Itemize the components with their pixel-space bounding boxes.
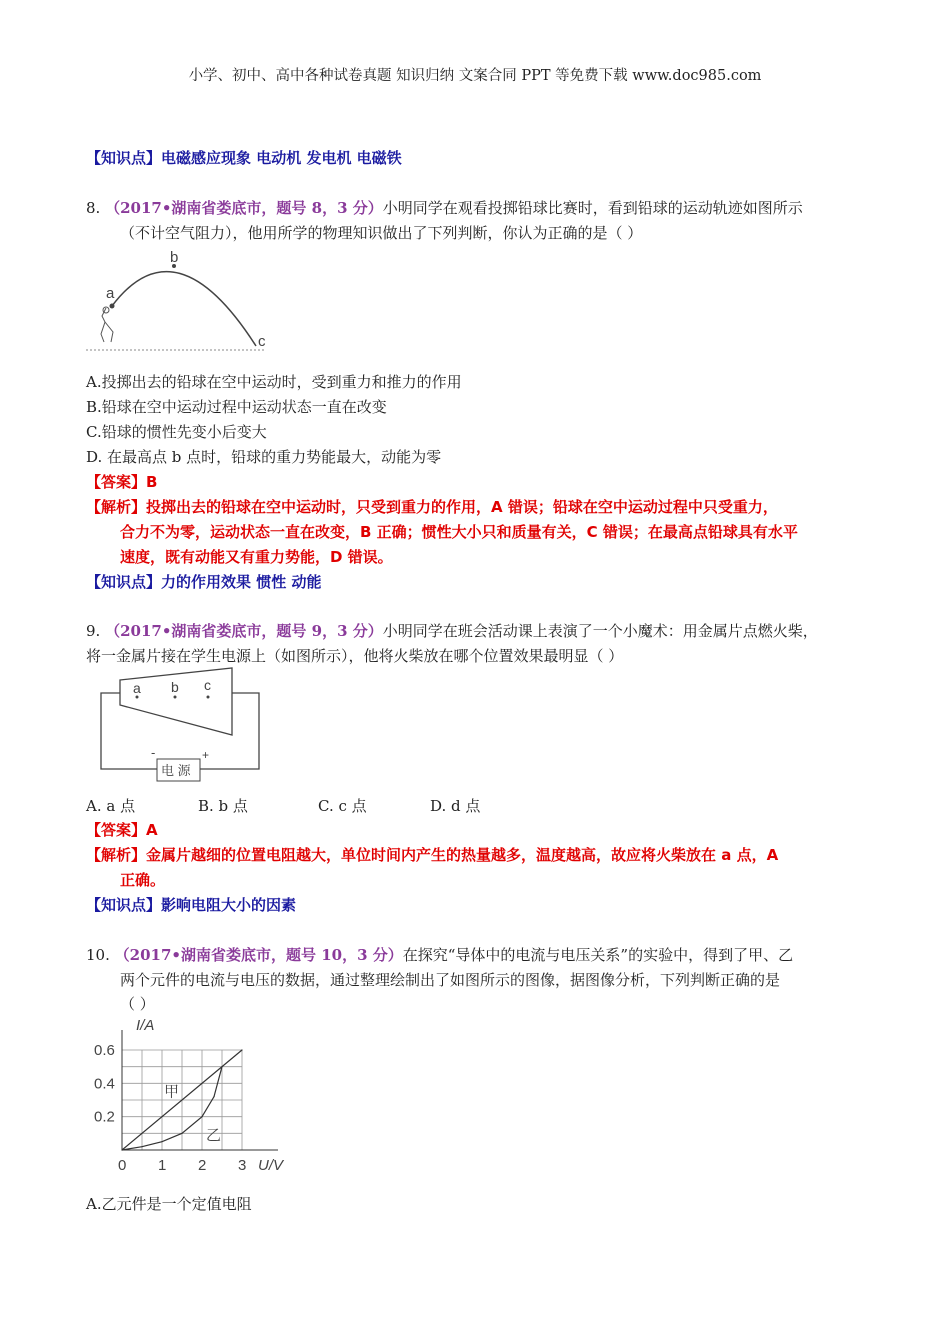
- option-b: B.铅球在空中运动过程中运动状态一直在改变: [86, 398, 387, 416]
- option-a: A. a 点: [86, 797, 136, 815]
- question-text: 在探究“导体中的电流与电压关系”的实验中，得到了甲、乙: [402, 946, 794, 964]
- option-d: D. d 点: [430, 797, 481, 815]
- analysis-line: 投掷出去的铅球在空中运动时，只受到重力的作用，A 错误；铅球在空中运动过程中只受重力，: [146, 498, 778, 516]
- option-a: A.投掷出去的铅球在空中运动时，受到重力和推力的作用: [86, 373, 462, 391]
- power-supply-label: 电 源: [161, 763, 191, 778]
- knowledge-label: 【知识点】: [86, 896, 162, 914]
- question-10-stem: [86, 945, 793, 965]
- option-b: B. b 点: [198, 797, 248, 815]
- x-axis-label: U/V: [258, 1157, 284, 1174]
- y-axis-label: I/A: [136, 1017, 155, 1034]
- answer-value: A: [146, 821, 158, 839]
- question-text: 小明同学在观看投掷铅球比赛时，看到铅球的运动轨迹如图所示: [382, 199, 803, 217]
- plus-sign: +: [202, 748, 210, 762]
- data-point: [161, 1141, 162, 1142]
- analysis-line: 金属片越细的位置电阻越大，单位时间内产生的热量越多，温度越高，故应将火柴放在 a 点，A: [146, 846, 779, 864]
- circuit-figure: [95, 665, 270, 785]
- question-text: 小明同学在班会活动课上表演了一个小魔术：用金属片点燃火柴，: [382, 622, 818, 640]
- knowledge-label: 【知识点】: [86, 149, 162, 167]
- data-point: [241, 1049, 242, 1050]
- knowledge-text: 力的作用效果 惯性 动能: [161, 573, 322, 591]
- x-tick-label: 3: [238, 1157, 247, 1174]
- label-b: b: [171, 679, 179, 695]
- shot-put-trajectory-figure: [86, 246, 276, 356]
- question-number: 9.: [86, 622, 101, 640]
- analysis-line: 正确。: [120, 871, 166, 889]
- x-tick-label: 0: [118, 1157, 127, 1174]
- data-point: [213, 1096, 214, 1097]
- analysis-label: 【解析】: [86, 498, 147, 516]
- data-point: [181, 1133, 182, 1134]
- analysis: [86, 497, 778, 517]
- question-text-cont: 两个元件的电流与电压的数据，通过整理绘制出了如图所示的图像，据图像分析，下列判断正确的是: [120, 971, 781, 989]
- knowledge-text: 电磁感应现象 电动机 发电机 电磁铁: [161, 149, 402, 167]
- question-source: （2017•湖南省娄底市，题号 8，3 分）: [105, 199, 383, 217]
- knowledge-text: 影响电阻大小的因素: [161, 896, 297, 914]
- label-c: c: [204, 677, 211, 693]
- knowledge-label: 【知识点】: [86, 573, 162, 591]
- y-tick-label: 0.4: [94, 1075, 115, 1093]
- option-c: C. c 点: [318, 797, 367, 815]
- y-tick-label: 0.2: [94, 1108, 115, 1126]
- data-point: [201, 1116, 202, 1117]
- data-point: [221, 1066, 222, 1067]
- label-b: b: [170, 249, 179, 266]
- label-c: c: [258, 333, 266, 350]
- question-text-cont: 将一金属片接在学生电源上（如图所示），他将火柴放在哪个位置效果最明显（ ）: [86, 647, 624, 665]
- page-header: 小学、初中、高中各种试卷真题 知识归纳 文案合同 PPT 等免费下载 www.doc985.com: [188, 68, 762, 84]
- current-voltage-chart: [86, 1015, 306, 1180]
- y-tick-label: 0.6: [94, 1042, 115, 1059]
- question-text-cont: （ ）: [120, 995, 155, 1013]
- x-tick-label: 2: [198, 1157, 207, 1174]
- knowledge-points: [86, 895, 296, 915]
- minus-sign: -: [151, 745, 156, 760]
- answer: [86, 820, 158, 840]
- question-text-cont: （不计空气阻力），他用所学的物理知识做出了下列判断，你认为正确的是（ ）: [120, 224, 643, 242]
- analysis-label: 【解析】: [86, 846, 147, 864]
- option-d: D. 在最高点 b 点时，铅球的重力势能最大，动能为零: [86, 448, 442, 466]
- knowledge-points-prev: [86, 148, 402, 168]
- question-number: 10.: [86, 946, 110, 964]
- knowledge-points: [86, 572, 321, 592]
- series-label: 乙: [206, 1127, 222, 1144]
- answer: [86, 472, 157, 492]
- option-a: A.乙元件是一个定值电阻: [86, 1195, 252, 1213]
- label-a: a: [106, 285, 115, 302]
- data-point: [141, 1146, 142, 1147]
- label-a: a: [133, 680, 141, 696]
- question-8-stem: [86, 198, 803, 218]
- x-tick-label: 1: [158, 1157, 167, 1174]
- question-source: （2017•湖南省娄底市，题号 9，3 分）: [105, 622, 383, 640]
- data-point: [121, 1149, 122, 1150]
- analysis: [86, 845, 778, 865]
- question-9-stem: [86, 621, 818, 641]
- question-number: 8.: [86, 199, 101, 217]
- answer-value: B: [146, 473, 158, 491]
- question-source: （2017•湖南省娄底市，题号 10，3 分）: [114, 946, 403, 964]
- option-c: C.铅球的惯性先变小后变大: [86, 423, 267, 441]
- analysis-line: 速度，既有动能又有重力势能，D 错误。: [120, 548, 393, 566]
- series-label: 甲: [164, 1083, 180, 1101]
- answer-label: 【答案】: [86, 821, 147, 839]
- answer-label: 【答案】: [86, 473, 147, 491]
- analysis-line: 合力不为零，运动状态一直在改变，B 正确；惯性大小只和质量有关，C 错误；在最高点铅球具有水平: [120, 523, 798, 541]
